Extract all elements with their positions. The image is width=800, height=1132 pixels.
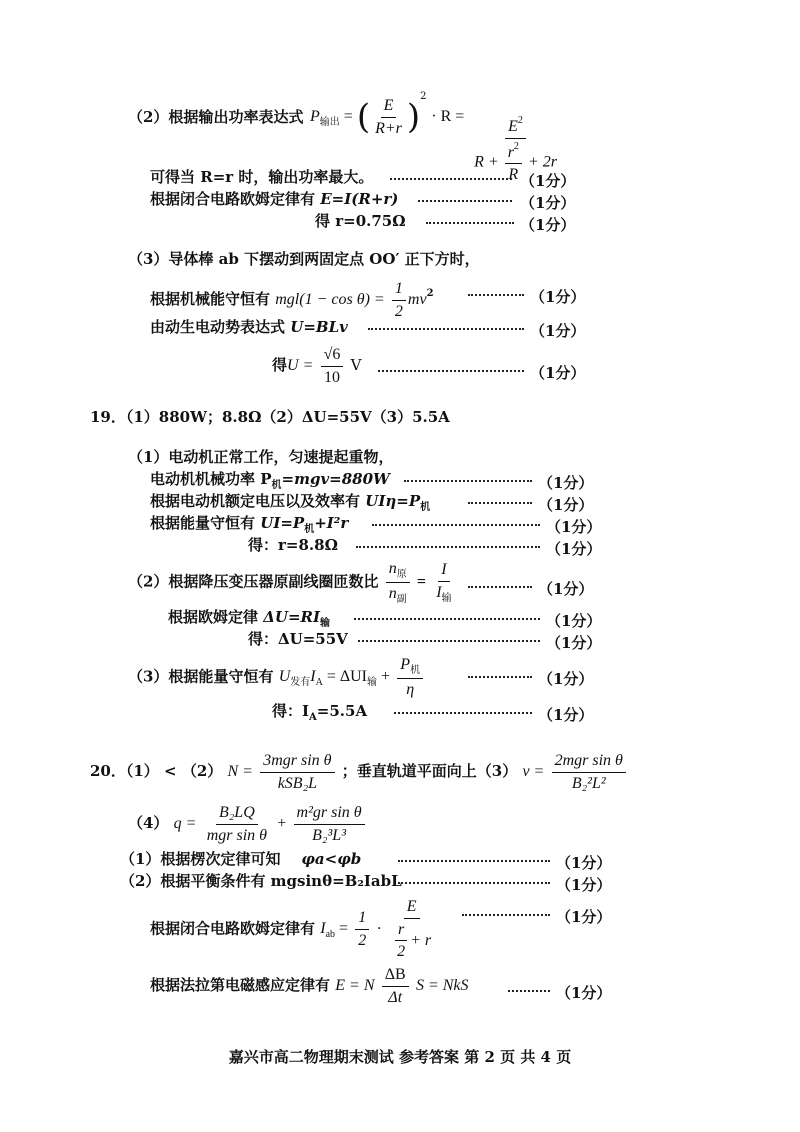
score-label: （1分） [520,194,576,212]
score-label: （1分） [538,670,594,688]
score-label: （1分） [538,706,594,724]
q18-line-c: 得 r=0.75Ω [315,212,406,230]
dotted-leader [508,990,550,992]
dotted-leader [462,914,550,916]
q19-part2-line2: 得：ΔU=55V [248,630,348,648]
score-label: （1分） [530,364,586,382]
q18-part3-line3: 得U = $\frac{√6}{10}$ V [272,346,362,386]
score-label: （1分） [520,216,576,234]
score-label: （1分） [546,634,602,652]
score-label: （1分） [538,580,594,598]
score-label: （1分） [556,908,612,926]
q19-part2-intro: （2）根据降压变压器原副线圈匝数比 $\frac{n_原}{n_副}$ = $\frac{I}{I_输}$ [128,560,452,605]
page-footer: 嘉兴市高二物理期末测试 参考答案 第 2 页 共 4 页 [228,1048,572,1066]
q19-part2-line1: 根据欧姆定律 $\Delta U=RI_输$ [168,608,331,629]
dotted-leader [390,178,512,180]
dotted-leader [368,328,524,330]
q18-line-a: 可得当 R=r 时，输出功率最大。 [150,168,374,186]
q20-line2: （2）根据平衡条件有 mgsinθ=B₂IabL [120,872,402,890]
q20-heading: 20．（1） < （2） N = $\frac{\text{3mgr sin θ}}{\text{kSB₂L}}$ ；垂直轨道平面向上（3） v = $\frac{\text{2mgr sin θ}}{\text{B₂²L²}}$ [90,752,628,792]
dotted-leader [468,294,524,296]
dotted-leader [356,546,540,548]
q18-part3-intro: （3）导体棒 ab 下摆动到两固定点 OO′ 正下方时， [128,250,480,268]
score-label: （1分） [520,172,576,190]
q19-part3-line: （3）根据能量守恒有 $U_{发有}I_A = \Delta UI_输$ + $\frac{P_机}{\eta}$ [128,656,425,699]
score-label: （1分） [530,288,586,306]
q18-part3-line1: 根据机械能守恒有 mgl(1 − cos θ) = $\frac{1}{2}$ $mv^2$ [150,280,434,320]
q18-part2-intro: （2）根据输出功率表达式 [128,108,304,126]
score-label: （1分） [556,854,612,872]
score-label: （1分） [538,496,594,514]
score-label: （1分） [546,612,602,630]
dotted-leader [418,200,512,202]
q18-part3-line2: 由动生电动势表达式 U=BLv [150,318,348,336]
q19-part1-intro: （1）电动机正常工作，匀速提起重物， [128,448,394,466]
q19-heading: 19．（1）880W；8.8Ω（2）ΔU=55V（3）5.5A [90,408,450,426]
dotted-leader [468,586,532,588]
dotted-leader [358,640,540,642]
q19-part1-line3: 根据能量守恒有 $UI=P_机+I^2r$ [150,514,349,535]
score-label: （1分） [530,322,586,340]
q19-part3-result: 得：$I_A=5.5A$ [272,702,368,723]
dotted-leader [394,712,532,714]
score-label: （1分） [556,876,612,894]
score-label: （1分） [546,540,602,558]
score-label: （1分） [556,984,612,1002]
q19-part1-line1: 电动机机械功率 $P_机=mgv=880W$ [150,470,390,491]
dotted-leader [468,502,532,504]
q20-part4: （4） q = $\frac{\text{B₂LQ}}{\text{mgr sin θ}}$ + $\frac{\text{m²gr sin θ}}{\text{B₂³L³}}$ [128,804,367,844]
dotted-leader [398,882,550,884]
q18-part2-formula: $P_{输出}$ = ( $\frac{E}{R+r}$ )$^2$ · R = $E^2$ R + $\frac{r^2}{R}$ + 2r [310,91,557,184]
dotted-leader [378,370,524,372]
q19-part1-line4: 得：r=8.8Ω [248,536,338,554]
dotted-leader [426,222,514,224]
dotted-leader [468,676,532,678]
score-label: （1分） [538,474,594,492]
dotted-leader [398,860,550,862]
q20-line4: 根据法拉第电磁感应定律有 E = N $\frac{\Delta B}{\Delta t}$ S = NkS [150,966,469,1006]
score-label: （1分） [546,518,602,536]
dotted-leader [354,618,540,620]
dotted-leader [404,480,532,482]
dotted-leader [372,524,540,526]
q19-part1-line2: 根据电动机额定电压以及效率有 $UI\eta=P_机$ [150,492,431,513]
q20-line3: 根据闭合电路欧姆定律有 $I_{ab}$ = $\frac{1}{2}$ · E $\frac{r}{2}$ + r [150,898,432,961]
q18-line-b: 根据闭合电路欧姆定律有 E=I(R+r) [150,190,399,208]
q20-line1: （1）根据楞次定律可知 φa<φb [120,850,362,868]
